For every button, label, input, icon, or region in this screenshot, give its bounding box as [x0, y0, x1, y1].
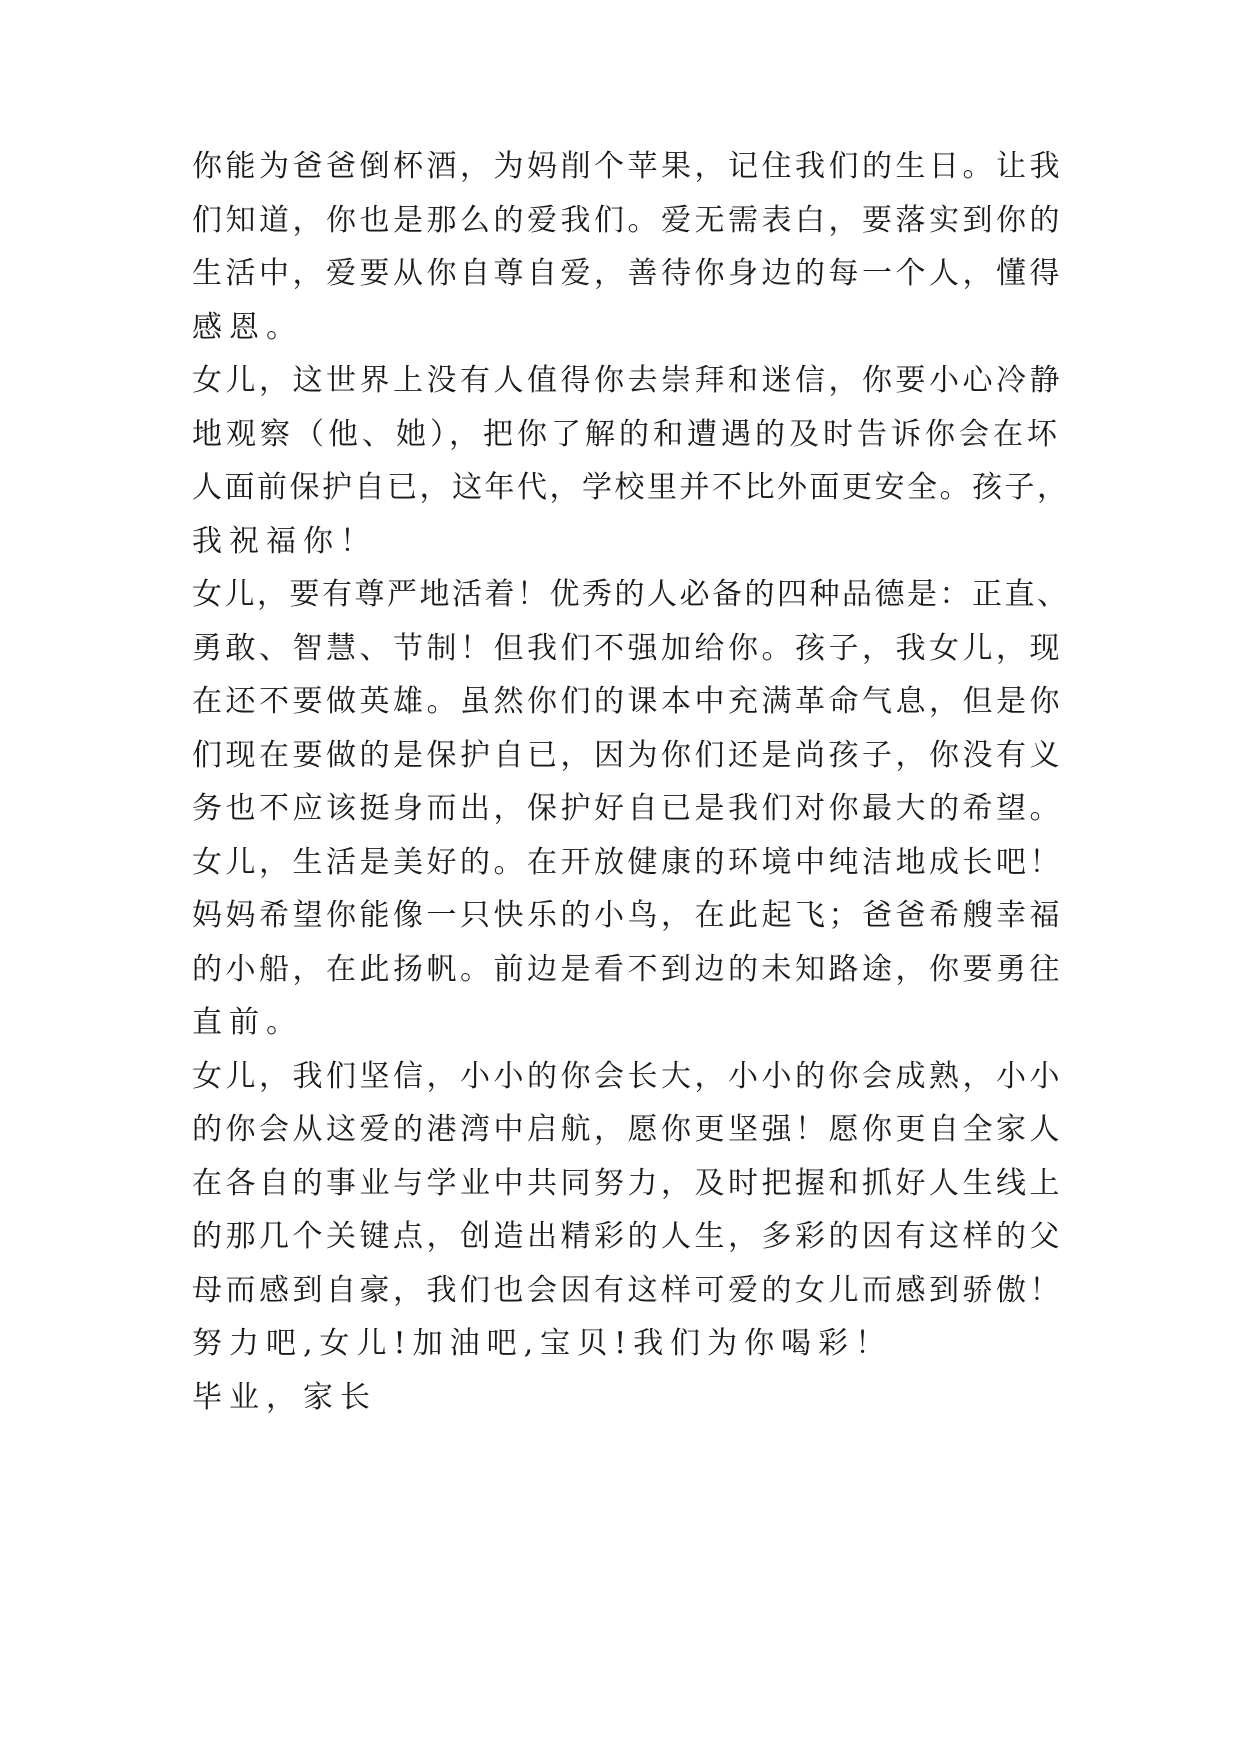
text-line: 在还不要做英雄。虽然你们的课本中充满革命气息，但是你 — [192, 684, 1063, 719]
text-line: 人面前保护自已，这年代，学校里并不比外面更安全。孩子， — [192, 470, 1070, 505]
text-line: 我祝福你！ — [192, 523, 377, 559]
text-line: 生活中，爱要从你自尊自爱，善待你身边的每一个人，懂得 — [192, 256, 1063, 291]
text-line: 女儿，要有尊严地活着！优秀的人必备的四种品德是：正直、 — [192, 577, 1070, 612]
text-line: 女儿，生活是美好的。在开放健康的环境中纯洁地成长吧！ — [192, 844, 1063, 880]
text-line: 们知道，你也是那么的爱我们。爱无需表白，要落实到你的 — [192, 202, 1063, 238]
text-line: 你能为爸爸倒杯酒，为妈削个苹果，记住我们的生日。让我 — [192, 149, 1063, 184]
text-line: 女儿，我们坚信，小小的你会长大，小小的你会成熟，小小 — [192, 1058, 1063, 1094]
text-line: 努力吧,女儿!加油吧,宝贝!我们为你喝彩！ — [192, 1326, 893, 1361]
text-line: 们现在要做的是保护自已，因为你们还是尚孩子，你没有义 — [192, 737, 1063, 773]
text-line: 勇敢、智慧、节制！但我们不强加给你。孩子，我女儿，现 — [192, 630, 1063, 666]
text-line: 妈妈希望你能像一只快乐的小鸟，在此起飞；爸爸希艘幸福 — [192, 898, 1063, 933]
text-line: 感恩。 — [192, 309, 303, 345]
text-line: 地观察（他、她），把你了解的和遭遇的及时告诉你会在坏 — [192, 416, 1061, 452]
text-line: 务也不应该挺身而出，保护好自已是我们对你最大的希望。 — [192, 791, 1063, 826]
text-line: 母而感到自豪，我们也会因有这样可爱的女儿而感到骄傲！ — [192, 1272, 1063, 1308]
text-line: 的你会从这爱的港湾中启航，愿你更坚强！愿你更自全家人 — [192, 1112, 1063, 1147]
text-line: 在各自的事业与学业中共同努力，及时把握和抓好人生线上 — [192, 1165, 1063, 1201]
text-line: 的那几个关键点，创造出精彩的人生，多彩的因有这样的父 — [192, 1219, 1063, 1254]
text-line: 毕业，家长 — [192, 1379, 377, 1415]
text-line: 直前。 — [192, 1005, 303, 1040]
text-line: 女儿，这世界上没有人值得你去崇拜和迷信，你要小心冷静 — [192, 363, 1063, 398]
text-line: 的小船，在此扬帆。前边是看不到边的未知路途，你要勇往 — [192, 951, 1063, 987]
